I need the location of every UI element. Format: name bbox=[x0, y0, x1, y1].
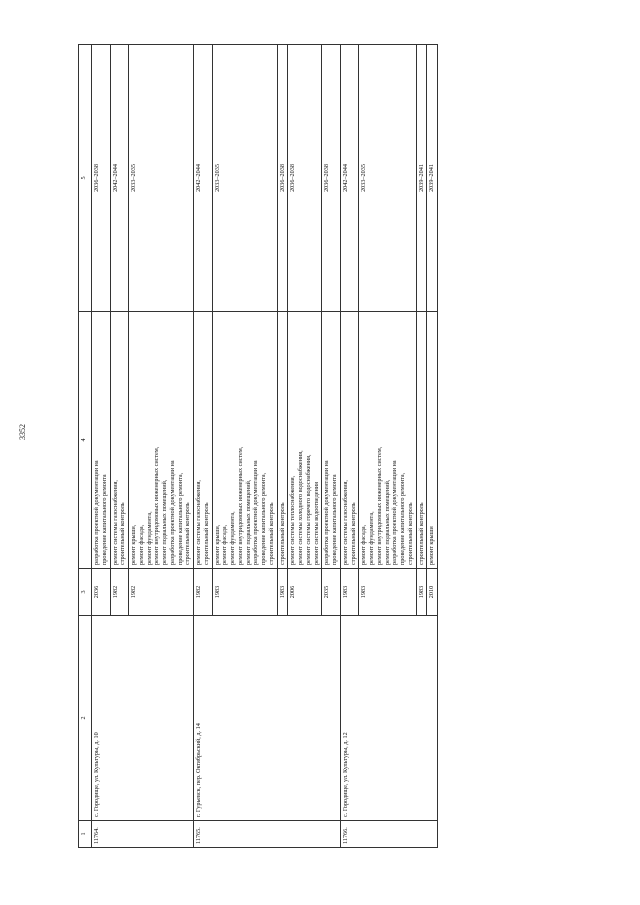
period-cell: 2042–2044 bbox=[340, 45, 359, 312]
works-line: ремонт крыши, bbox=[213, 524, 221, 565]
works-line: ремонт фундамента, bbox=[229, 511, 236, 565]
row-number: 11764. bbox=[92, 821, 194, 848]
period-cell: 2036–2038 bbox=[277, 45, 288, 312]
repair-schedule-table bbox=[78, 44, 438, 848]
rotated-table-container bbox=[78, 80, 590, 848]
year-cell: 1983 bbox=[416, 569, 427, 616]
year-cell: 1982 bbox=[110, 569, 129, 616]
works-cell bbox=[110, 312, 129, 569]
period-cell: 2033–2035 bbox=[212, 45, 277, 312]
period-cell: 2042–2044 bbox=[110, 45, 129, 312]
year-cell: 1983 bbox=[277, 569, 288, 616]
works-line: строительный контроль bbox=[184, 502, 192, 565]
works-cell bbox=[427, 312, 438, 569]
table-row bbox=[194, 45, 213, 848]
works-line: ремонт фасада, bbox=[221, 524, 229, 565]
works-line: ремонт системы газоснабжения, bbox=[195, 480, 202, 565]
works-cell bbox=[322, 312, 341, 569]
works-line: разработка проектной документации на bbox=[168, 460, 176, 565]
works-line: ремонт фундамента, bbox=[368, 511, 375, 565]
address-cell: с. Городище, ул. Культуры, д. 10 bbox=[92, 616, 194, 821]
works-line: ремонт подвальных помещений, bbox=[161, 479, 168, 565]
works-line: ремонт крыши, bbox=[130, 524, 137, 565]
table-body bbox=[79, 45, 438, 848]
period-cell: 2036–2038 bbox=[322, 45, 341, 312]
works-line: проведение капитального ремонта, bbox=[260, 472, 267, 565]
works-line: ремонт системы холодного водоснабжения, bbox=[297, 450, 304, 565]
year-cell: 1983 bbox=[340, 569, 359, 616]
works-cell bbox=[288, 312, 322, 569]
address-cell: с. Городище, ул. Культуры, д. 12 bbox=[340, 616, 437, 821]
year-cell: 1982 bbox=[129, 569, 194, 616]
year-cell: 1983 bbox=[212, 569, 277, 616]
works-line: ремонт фасада, bbox=[137, 524, 145, 565]
works-line: проведение капитального ремонта bbox=[100, 474, 108, 565]
works-line: ремонт системы теплоснабжения, bbox=[289, 475, 297, 565]
works-line: строительный контроль bbox=[278, 502, 286, 565]
works-line: ремонт внутридомовых инженерных систем, bbox=[375, 446, 383, 565]
works-line: разработка проектной документации на bbox=[391, 460, 399, 565]
works-cell bbox=[277, 312, 288, 569]
works-line: ремонт системы газоснабжения, bbox=[111, 480, 119, 565]
header-cell: 2 bbox=[79, 616, 92, 821]
works-line: ремонт подвальных помещений, bbox=[383, 479, 391, 565]
works-cell bbox=[212, 312, 277, 569]
works-line: разработка проектной документации на bbox=[323, 460, 331, 565]
header-cell: 3 bbox=[79, 569, 92, 616]
works-line: строительный контроль bbox=[349, 502, 357, 565]
year-cell: 1982 bbox=[194, 569, 213, 616]
works-line: ремонт подвальных помещений, bbox=[244, 479, 252, 565]
table-row bbox=[340, 45, 359, 848]
works-cell bbox=[194, 312, 213, 569]
works-line: ремонт фундамента, bbox=[145, 511, 153, 565]
works-line: ремонт фасада, bbox=[360, 524, 368, 565]
row-number: 11766. bbox=[340, 821, 437, 848]
works-cell bbox=[359, 312, 416, 569]
works-cell bbox=[92, 312, 111, 569]
period-cell: 2042–2044 bbox=[194, 45, 213, 312]
works-line: строительный контроль bbox=[417, 502, 425, 565]
page-number: 3352 bbox=[18, 424, 27, 440]
works-cell bbox=[129, 312, 194, 569]
works-line: ремонт крыши bbox=[428, 526, 436, 565]
works-line: строительный контроль bbox=[406, 502, 414, 565]
period-cell: 2039–2041 bbox=[427, 45, 438, 312]
header-cell: 4 bbox=[79, 312, 92, 569]
works-line: строительный контроль bbox=[202, 502, 210, 565]
works-line: ремонт системы горячего водоснабжения, bbox=[304, 454, 312, 565]
row-number: 11765. bbox=[194, 821, 341, 848]
works-line: ремонт внутридомовых инженерных систем, bbox=[236, 446, 244, 565]
address-cell: г. Гурьевск, пер. Октябрьский, д. 14 bbox=[194, 616, 341, 821]
works-cell bbox=[340, 312, 359, 569]
header-cell: 1 bbox=[79, 821, 92, 848]
works-line: строительный контроль bbox=[119, 502, 127, 565]
works-line: разработка проектной документации на bbox=[93, 460, 100, 565]
works-cell bbox=[416, 312, 427, 569]
works-line: ремонт внутридомовых инженерных систем, bbox=[153, 446, 161, 565]
period-cell: 2036–2038 bbox=[92, 45, 111, 312]
year-cell: 2035 bbox=[322, 569, 341, 616]
header-row bbox=[79, 45, 92, 848]
period-cell: 2033–2035 bbox=[129, 45, 194, 312]
works-line: проведение капитального ремонта bbox=[331, 474, 338, 565]
year-cell: 2010 bbox=[427, 569, 438, 616]
header-cell: 5 bbox=[79, 45, 92, 312]
table-row bbox=[92, 45, 111, 848]
year-cell: 2036 bbox=[92, 569, 111, 616]
period-cell: 2039–2041 bbox=[416, 45, 427, 312]
works-line: проведение капитального ремонта, bbox=[399, 472, 406, 565]
works-line: проведение капитального ремонта, bbox=[176, 472, 184, 565]
year-cell: 2006 bbox=[288, 569, 322, 616]
period-cell: 2036–2038 bbox=[288, 45, 322, 312]
works-line: ремонт системы водоотведения bbox=[312, 482, 320, 565]
period-cell: 2033–2035 bbox=[359, 45, 416, 312]
works-line: ремонт системы газоснабжения, bbox=[341, 480, 349, 565]
year-cell: 1983 bbox=[359, 569, 416, 616]
works-line: строительный контроль bbox=[267, 502, 275, 565]
works-line: разработка проектной документации на bbox=[252, 460, 260, 565]
